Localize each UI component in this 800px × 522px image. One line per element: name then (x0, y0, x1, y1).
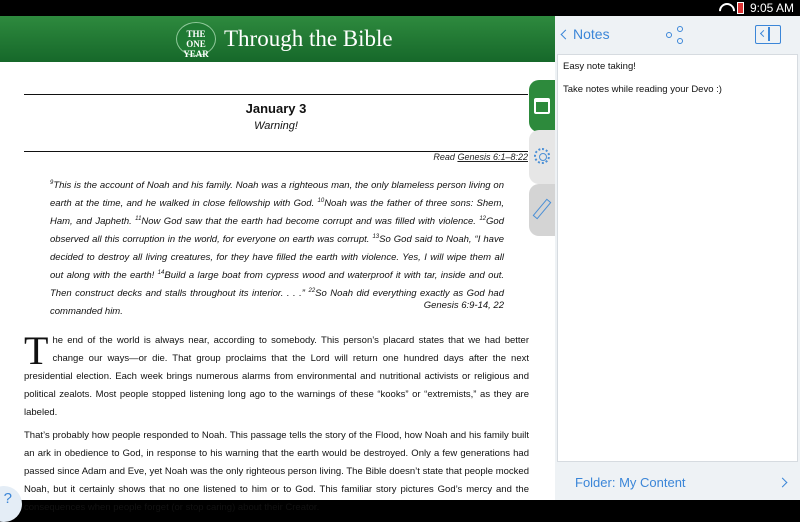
verse-text: So Noah did everything exactly as God had commanded him. (50, 288, 505, 317)
verse-text: This is the account of Noah and his family. Noah was a righteous man, the only blameless person living on earth at the time, and he walked in close fellowship with God. (50, 180, 504, 209)
reader-pane (0, 16, 555, 513)
date-header (24, 94, 528, 152)
calendar-icon (534, 98, 550, 114)
verse-number: 12 (479, 215, 487, 222)
scripture-citation: Genesis 6:9-14, 22 (423, 300, 504, 311)
scripture-link[interactable]: Genesis 6:1–8:22 (457, 152, 528, 162)
reading-subtitle: Warning! (254, 120, 298, 132)
settings-tab[interactable] (529, 130, 555, 184)
drop-cap: T (24, 328, 49, 373)
read-reference (433, 152, 528, 162)
notes-tab[interactable] (529, 184, 555, 236)
folder-selector[interactable] (555, 466, 800, 500)
verse-text: Now God saw that the earth had become corrupt and was filled with violence. (141, 216, 480, 227)
verse-number: 11 (135, 215, 142, 222)
verse-number: 10 (317, 197, 325, 204)
verse-number: 9 (50, 179, 54, 186)
status-bar (0, 0, 800, 16)
verse-text: So God said to Noah, “I have decided to destroy all living creatures, for they have filled the earth with violence. Yes, I will wipe them all out along with the earth! (50, 234, 504, 281)
battery-icon (737, 2, 744, 14)
notes-panel (555, 16, 800, 500)
notes-header (555, 16, 800, 54)
verse-number: 22 (308, 287, 316, 294)
help-button[interactable]: ? (0, 486, 22, 522)
status-time: 9:05 AM (749, 1, 794, 15)
status-icons (719, 0, 794, 16)
read-prefix: Read (433, 152, 455, 162)
folder-label: Folder: My Content (575, 475, 686, 490)
verse-number: 14 (157, 269, 165, 276)
chevron-right-icon (778, 478, 788, 488)
app-banner (0, 16, 555, 62)
share-icon[interactable] (665, 25, 685, 45)
verse-text: Noah was the father of three sons: Shem, Ham, and Japheth. (50, 198, 504, 227)
verse-text: Build a large boat from cypress wood and waterproof it with tar, inside and out. Then construct decks and stalls throughout its interior. . . .” (50, 270, 505, 299)
verse-text: God observed all this corruption in the world, for everyone on earth was corrupt. (50, 216, 504, 245)
calendar-tab[interactable] (529, 80, 555, 132)
wifi-icon (719, 3, 731, 13)
collapse-panel-icon[interactable] (755, 25, 781, 44)
notes-back-button[interactable]: Notes (562, 26, 610, 42)
paragraph: That’s probably how people responded to Noah. This passage tells the story of the Flood, how Noah and his family built an ark in obedience to God, in response to his warning that the earth would be destroyed. Only a few generations had passed since Adam and Eve, yet Noah was the only righteous person living. The Bible doesn’t state that people mocked Noah, but it certainly shows that no one listened to him or to God. This familiar story pictures God’s mercy and the consequences when people forget (or stop caring) about their Creator. (24, 430, 529, 513)
note-line: Take notes while reading your Devo :) (563, 84, 722, 95)
note-line: Easy note taking! (563, 61, 636, 72)
chevron-left-icon (561, 30, 571, 40)
reading-date: January 3 (245, 101, 307, 116)
app-title: Through the Bible (224, 26, 393, 51)
devotional-body (24, 328, 529, 522)
notes-editor[interactable] (557, 54, 798, 462)
verse-number: 13 (372, 233, 380, 240)
gear-icon (534, 148, 550, 164)
paragraph: The end of the world is always near, according to somebody. This person’s placard states that we had better change our ways—or die. That group proclaims that the Lord will return one hundred days after the next presidential election. Each week brings numerous alarms from environmental and nutritional activists or religious and political zealots. Most people stopped listening long ago to the warnings of these “kooks” or “extremists,” as they are labeled. (24, 328, 529, 418)
app-logo: THE ONE YEAR (176, 22, 216, 56)
pencil-icon (533, 199, 552, 220)
